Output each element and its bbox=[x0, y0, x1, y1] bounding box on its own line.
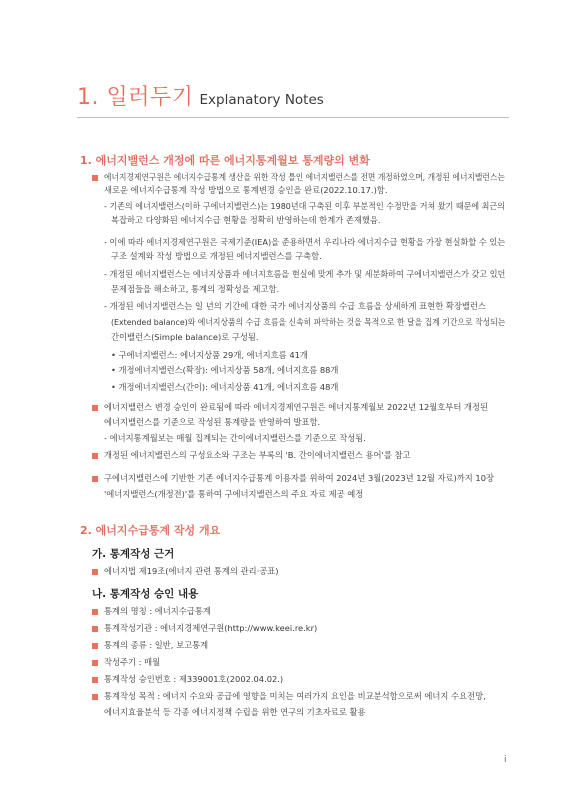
bullet2-line1: 에너지밸런스 변경 승인이 완료됨에 따라 에너지경제연구원은 에너지통계월보 2022년 12월호부터 개정된 bbox=[104, 402, 489, 412]
na-item: 통계작성 승인번호 : 제339001호(2002.04.02.) bbox=[104, 674, 284, 684]
bullet4-line1: 구에너지밸런스에 기반한 기존 에너지수급통계 이용자를 위하여 2024년 3월(2023년 12월 자료)까지 10장 bbox=[104, 473, 495, 483]
section2-heading: 2. 에너지수급통계 작성 개요 bbox=[80, 524, 221, 537]
na-item: 통계의 종류 : 일반, 보고통계 bbox=[104, 640, 209, 650]
sub3-line1: - 개정된 에너지밸런스는 에너지상품과 에너지흐름을 현실에 맞게 추가 및 세분화하여 구에너지밸런스가 갖고 있던 bbox=[104, 269, 506, 279]
sub2-line1: - 이에 따라 에너지경제연구원은 국제기준(IEA)을 준용하면서 우리나라 에너지수급 현황을 가장 현실화할 수 있는 bbox=[104, 237, 506, 247]
bullet3-line: 개정된 에너지밸런스의 구성요소와 구조는 부록의 'B. 간이에너지밸런스 용어'를 참고 bbox=[104, 450, 411, 460]
sub4-line3: 간이밸런스(Simple balance)로 구성됨. bbox=[111, 332, 259, 342]
bullet-square-icon bbox=[92, 569, 98, 575]
page-title bbox=[77, 80, 324, 111]
bullet-square-icon bbox=[92, 453, 98, 459]
subsection-na-heading: 나. 통계작성 승인 내용 bbox=[92, 588, 199, 600]
subsection-ga-heading: 가. 통계작성 근거 bbox=[92, 548, 175, 560]
na-item: 통계의 명칭 : 에너지수급통계 bbox=[104, 606, 211, 616]
title-divider bbox=[77, 117, 509, 118]
page-number: i bbox=[504, 755, 507, 765]
na-last-line1: 통계작성 목적 : 에너지 수요와 공급에 영향을 미치는 여러가지 요인을 비교분석함으로써 에너지 수요전망, bbox=[104, 691, 486, 701]
bullet-square-icon bbox=[92, 609, 98, 615]
bullet2-sub: - 에너지통계월보는 매월 집계되는 간이에너지밸런스를 기준으로 작성됨. bbox=[104, 433, 366, 443]
dot-item-2: • 개정에너지밸런스(확장): 에너지상품 58개, 에너지흐름 88개 bbox=[111, 365, 339, 375]
section1-heading: 1. 에너지밸런스 개정에 따른 에너지통계월보 통계량의 변화 bbox=[80, 154, 370, 167]
na-item: 작성주기 : 매월 bbox=[104, 657, 161, 667]
sub1-line2: 복잡하고 다양화된 에너지수급 현황을 정확히 반영하는데 한계가 존재했음. bbox=[111, 215, 381, 225]
bullet-square-icon bbox=[92, 626, 98, 632]
bullet-square-icon bbox=[92, 660, 98, 666]
bullet-square-icon bbox=[92, 643, 98, 649]
bullet2-line2: 에너지밸런스를 기준으로 작성된 통계량을 반영하여 발표함. bbox=[104, 417, 321, 427]
bullet4-line2: '에너지밸런스(개정전)'를 통하여 구에너지밸런스의 주요 자료 제공 예정 bbox=[104, 489, 364, 499]
dot-item-3: • 개정에너지밸런스(간이): 에너지상품 41개, 에너지흐름 48개 bbox=[111, 382, 339, 392]
sub2-line2: 구조 설계와 작성 방법으로 개정된 에너지밸런스를 구축함. bbox=[111, 251, 322, 261]
bullet1-line2: 새로운 에너지수급통계 작성 방법으로 통계변경 승인을 완료(2022.10.17.)함. bbox=[104, 185, 388, 195]
bullet-square-icon bbox=[92, 694, 98, 700]
sub4-line1: - 개정된 에너지밸런스는 일 년의 기간에 대한 국가 에너지상품의 수급 흐름을 상세하게 표현한 확장밸런스 bbox=[104, 301, 486, 311]
ga-item: 에너지법 제19조(에너지 관련 통계의 관리·공표) bbox=[104, 566, 279, 576]
bullet-square-icon bbox=[92, 476, 98, 482]
bullet-square-icon bbox=[92, 677, 98, 683]
dot-item-1: • 구에너지밸런스: 에너지상품 29개, 에너지흐름 41개 bbox=[111, 350, 308, 360]
title-english: Explanatory Notes bbox=[199, 92, 324, 108]
sub3-line2: 문제점들을 해소하고, 통계의 정확성을 제고함. bbox=[111, 284, 280, 294]
title-number: 1. 일러두기 bbox=[77, 85, 194, 110]
na-last-line2: 에너지효율분석 등 각종 에너지정책 수립을 위한 연구의 기초자료로 활용 bbox=[104, 707, 366, 717]
sub4-line2: (Extended balance)와 에너지상품의 수급 흐름을 신속히 파악하는 것을 목적으로 한 달을 집계 기간으로 작성되는 bbox=[111, 317, 506, 327]
na-item: 통계작성기관 : 에너지경제연구원(http://www.keei.re.kr) bbox=[104, 623, 318, 633]
sub1-line1: - 기존의 에너지밸런스(이하 구에너지밸런스)는 1980년대 구축된 이후 부분적인 수정만을 거쳐 왔기 때문에 최근의 bbox=[104, 201, 505, 211]
bullet-square-icon bbox=[92, 175, 98, 181]
bullet-square-icon bbox=[92, 405, 98, 411]
bullet1-line1: 에너지경제연구원은 에너지수급통계 생산을 위한 작성 틀인 에너지밸런스를 전면 개정하였으며, 개정된 에너지밸런스는 bbox=[104, 172, 505, 182]
